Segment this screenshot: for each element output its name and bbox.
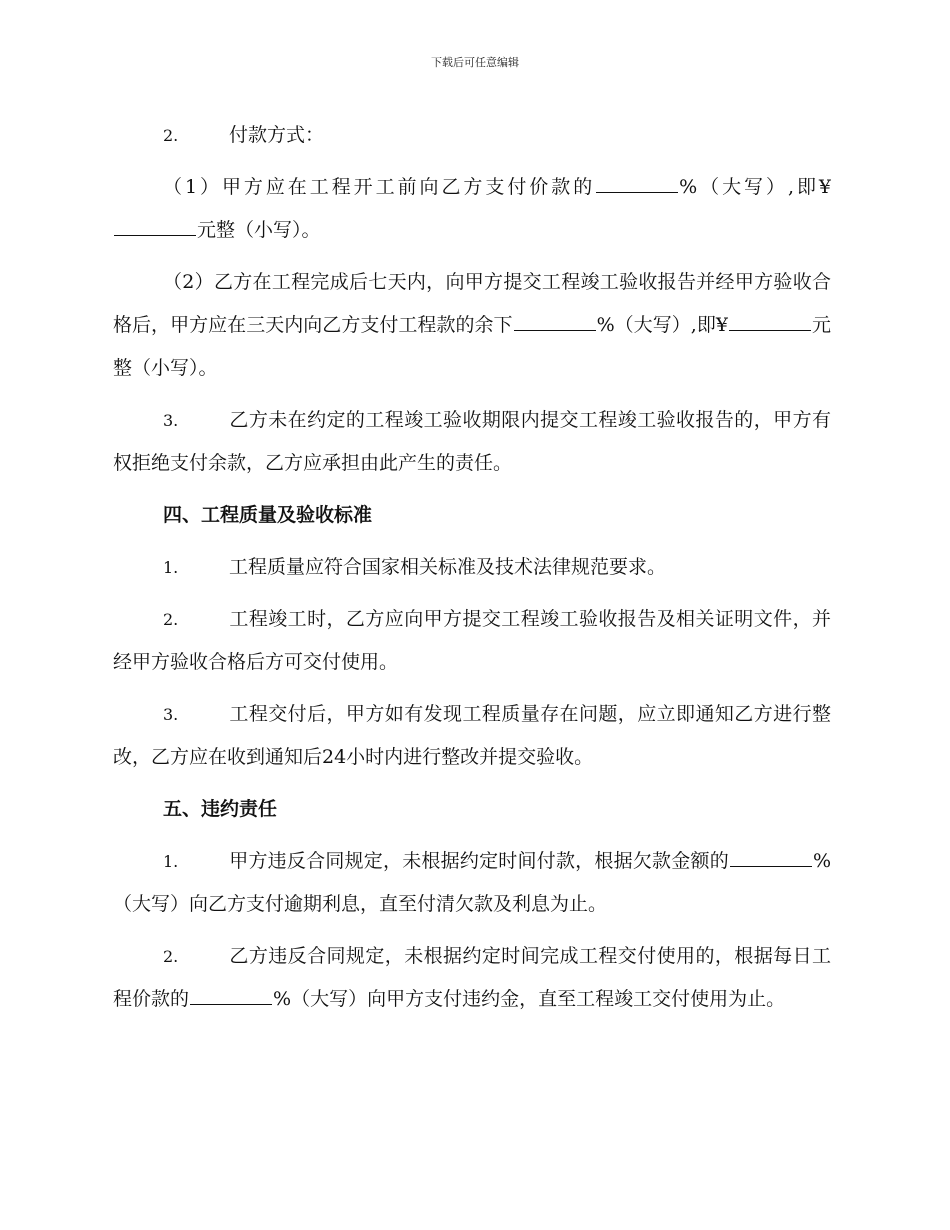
clause-text: 甲方违反合同规定，未根据约定时间付款，根据欠款金额的 <box>229 850 729 872</box>
clause-breach-2 <box>113 935 831 1021</box>
clause-payment-method <box>113 114 831 157</box>
clause-text: 乙方未在约定的工程竣工验收期限内提交工程竣工验收报告的，甲方有权拒绝支付余款，乙方应承担由此产生的责任。 <box>113 409 831 474</box>
clause-number: 3. <box>163 411 179 430</box>
clause-number: 2. <box>163 947 179 966</box>
clause-number: 1. <box>163 558 179 577</box>
clause-payment-1 <box>113 166 831 252</box>
clause-text: 工程质量应符合国家相关标准及技术法律规范要求。 <box>229 556 667 578</box>
fill-blank[interactable] <box>730 851 812 867</box>
clause-quality-2 <box>113 598 831 684</box>
clause-quality-3 <box>113 693 831 779</box>
clause-payment-2 <box>113 261 831 390</box>
clause-text: 工程交付后，甲方如有发现工程质量存在问题，应立即通知乙方进行整改，乙方应在收到通知后24小时内进行整改并提交验收。 <box>113 703 831 768</box>
clause-number: 2. <box>163 126 179 145</box>
page-header: 下载后可任意编辑 <box>431 56 519 69</box>
clause-text: 付款方式： <box>229 124 325 146</box>
clause-text: 工程竣工时，乙方应向甲方提交工程竣工验收报告及相关证明文件，并经甲方验收合格后方可交付使用。 <box>113 608 831 673</box>
clause-text: %（大写）,即¥ <box>596 314 728 336</box>
fill-blank[interactable] <box>190 989 272 1005</box>
clause-breach-1 <box>113 840 831 926</box>
section-heading-quality: 四、工程质量及验收标准 <box>163 504 373 526</box>
clause-late-report <box>113 399 831 485</box>
section-heading-breach: 五、违约责任 <box>163 798 278 820</box>
clause-text: 元整（小写）。 <box>197 219 321 241</box>
clause-text: （2）乙方在工程完成后七天内，向甲方提交工程竣工验收报告并经甲方验收合格后，甲方应在三天内向乙方支付工程款的余下 <box>113 271 831 336</box>
clause-text: %（大写）向乙方支付逾期利息，直至付清欠款及利息为止。 <box>113 850 831 915</box>
clause-quality-1 <box>113 546 831 589</box>
fill-blank[interactable] <box>596 177 678 193</box>
clause-text: （1）甲方应在工程开工前向乙方支付价款的 <box>163 176 596 198</box>
clause-text: 乙方违反合同规定，未根据约定时间完成工程交付使用的，根据每日工程价款的 <box>113 945 831 1010</box>
document-body <box>113 114 831 1030</box>
clause-number: 2. <box>163 610 179 629</box>
fill-blank[interactable] <box>514 315 596 331</box>
fill-blank[interactable] <box>114 220 196 236</box>
clause-number: 3. <box>163 705 179 724</box>
fill-blank[interactable] <box>729 315 811 331</box>
clause-text: 元整（小写）。 <box>113 314 831 379</box>
clause-number: 1. <box>163 852 179 871</box>
clause-text: %（大写）向甲方支付违约金，直至工程竣工交付使用为止。 <box>273 988 786 1010</box>
clause-text: %（大写）,即¥ <box>679 176 831 198</box>
